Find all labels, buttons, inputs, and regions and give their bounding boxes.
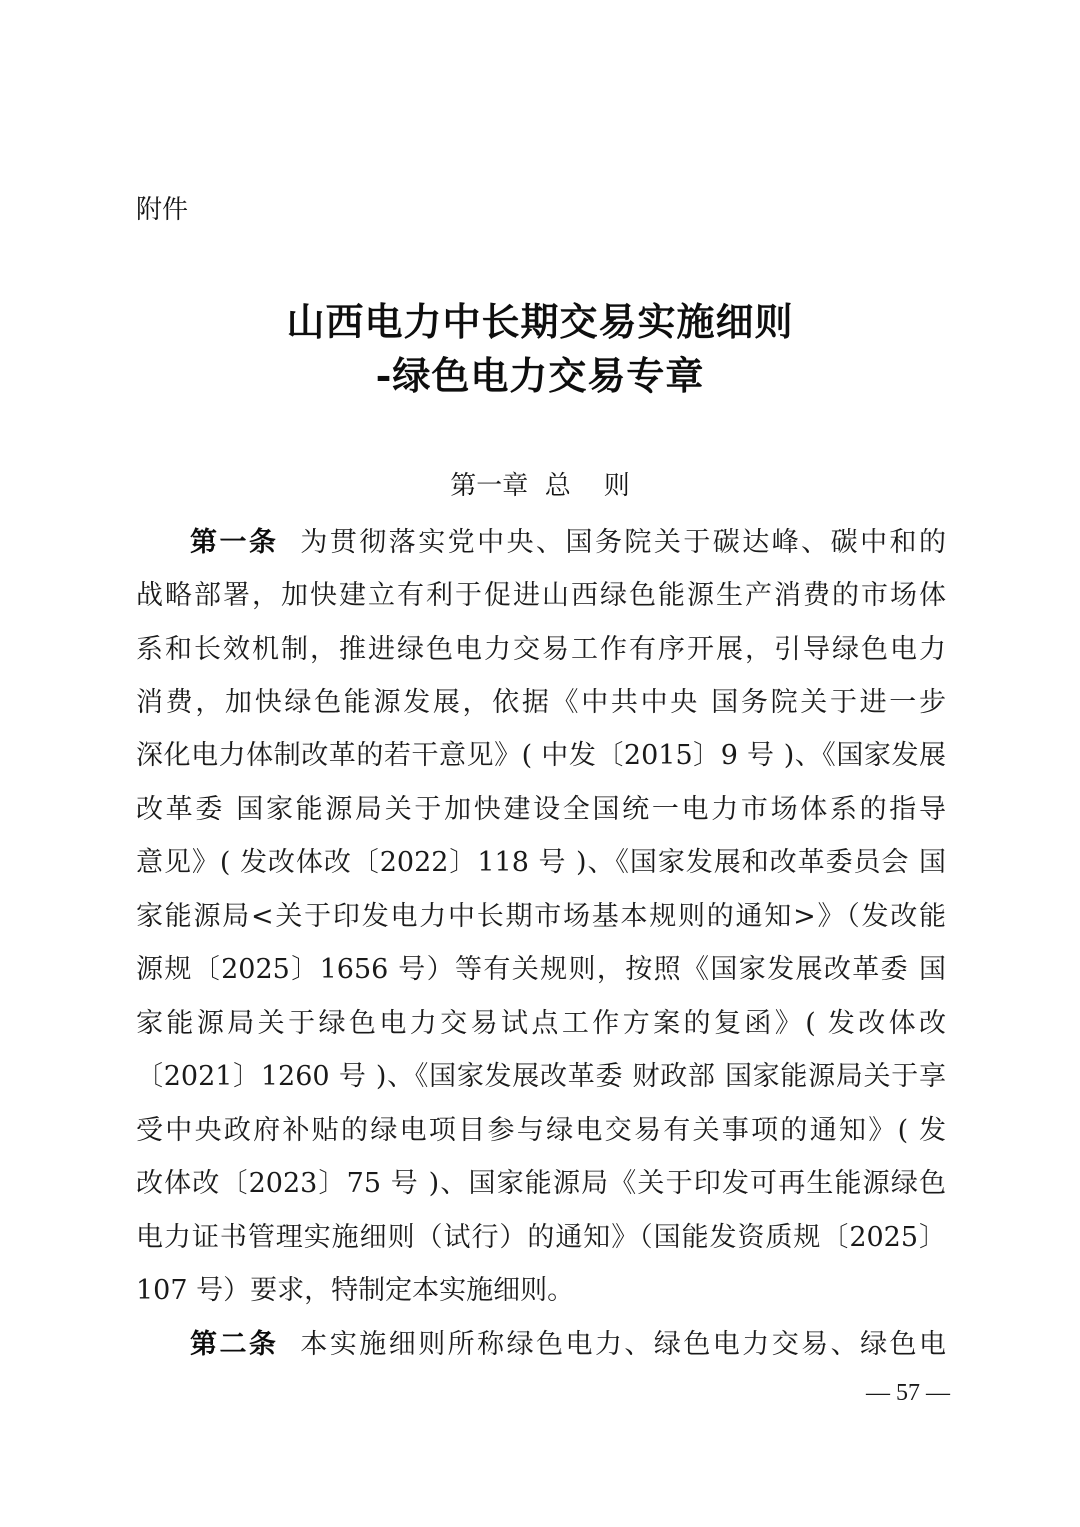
page-number: — 57 — bbox=[866, 1380, 950, 1406]
article-1-line-15: 107 号）要求，特制定本实施细则。 bbox=[136, 1275, 575, 1306]
article-1-line-11: 〔2021〕1260 号 )、《国家发展改革委 财政部 国家能源局关于享 bbox=[136, 1061, 946, 1092]
chapter-heading: 第一章 总 则 bbox=[450, 471, 630, 501]
article-1-line-2: 战略部署，加快建立有利于促进山西绿色能源生产消费的市场体 bbox=[136, 580, 946, 611]
article-1-line-10: 家能源局关于绿色电力交易试点工作方案的复函》( 发改体改 bbox=[136, 1008, 946, 1039]
article-1-line-7: 意见》( 发改体改〔2022〕118 号 )、《国家发展和改革委员会 国 bbox=[136, 847, 946, 878]
article-1-line-12: 受中央政府补贴的绿电项目参与绿电交易有关事项的通知》( 发 bbox=[136, 1115, 946, 1146]
article-1-line-1 bbox=[190, 523, 946, 563]
article-1-line-6: 改革委 国家能源局关于加快建设全国统一电力市场体系的指导 bbox=[136, 794, 946, 825]
article-1-line-3: 系和长效机制，推进绿色电力交易工作有序开展，引导绿色电力 bbox=[136, 634, 946, 665]
article-1-line-8: 家能源局<关于印发电力中长期市场基本规则的通知>》（发改能 bbox=[136, 901, 946, 932]
article-1-line-9: 源规〔2025〕1656 号）等有关规则，按照《国家发展改革委 国 bbox=[136, 954, 946, 985]
article-2-label: 第二条 bbox=[190, 1329, 279, 1360]
article-2-text: 本实施细则所称绿色电力、绿色电力交易、绿色电 bbox=[300, 1329, 946, 1360]
document-title-line-2: -绿色电力交易专章 bbox=[375, 353, 705, 398]
document-title-line-1: 山西电力中长期交易实施细则 bbox=[286, 299, 794, 344]
article-2-line-1 bbox=[190, 1325, 946, 1365]
article-1-line-4: 消费，加快绿色能源发展，依据《中共中央 国务院关于进一步 bbox=[136, 687, 946, 718]
article-1-line-5: 深化电力体制改革的若干意见》( 中发〔2015〕9 号 )、《国家发展 bbox=[136, 740, 946, 771]
article-1-text: 为贯彻落实党中央、国务院关于碳达峰、碳中和的 bbox=[300, 527, 946, 558]
article-1-label: 第一条 bbox=[190, 527, 279, 558]
article-1-line-13: 改体改〔2023〕75 号 )、国家能源局《关于印发可再生能源绿色 bbox=[136, 1168, 946, 1199]
article-1-line-14: 电力证书管理实施细则（试行）的通知》（国能发资质规〔2025〕 bbox=[136, 1222, 946, 1253]
attachment-label: 附件 bbox=[136, 195, 189, 225]
